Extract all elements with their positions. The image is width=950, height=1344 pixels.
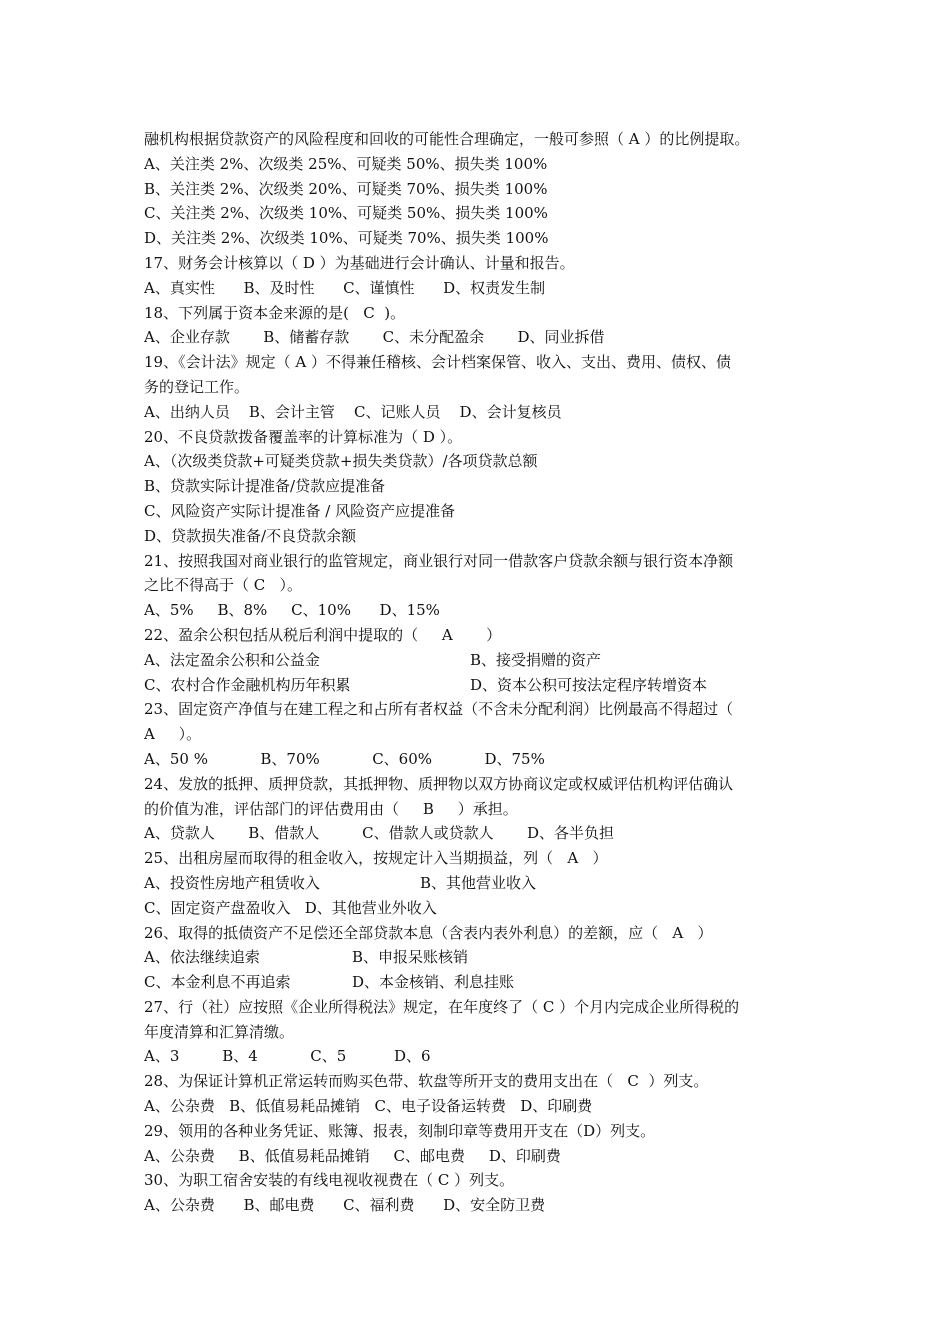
option-22-a: A、法定盈余公积和公益金 [144, 650, 320, 669]
options-19: A、出纳人员 B、会计主管 C、记账人员 D、会计复核员 [144, 402, 562, 421]
document-page [144, 127, 824, 1218]
options-30: A、公杂费 B、邮电费 C、福利费 D、安全防卫费 [144, 1196, 546, 1215]
text-line: D、关注类 2%、次级类 10%、可疑类 70%、损失类 100% [144, 229, 549, 248]
options-26-row1 [144, 945, 824, 970]
option-20-b: B、贷款实际计提准备/贷款应提准备 [144, 477, 386, 496]
option-22-b: B、接受捐赠的资产 [470, 650, 602, 669]
question-20: 20、不良贷款拨备覆盖率的计算标准为（ D ）。 [144, 427, 463, 446]
options-25-row2: C、固定资产盘盈收入 D、其他营业外收入 [144, 898, 437, 917]
options-25-row1 [144, 871, 824, 896]
question-25: 25、出租房屋而取得的租金收入，按规定计入当期损益，列（ A ） [144, 849, 608, 868]
text-line: A、关注类 2%、次级类 25%、可疑类 50%、损失类 100% [144, 154, 548, 173]
text-line: 融机构根据贷款资产的风险程度和回收的可能性合理确定，一般可参照（ A ）的比例提取。 [144, 130, 750, 148]
options-24: A、贷款人 B、借款人 C、借款人或贷款人 D、各半负担 [144, 824, 615, 843]
option-22-c: C、农村合作金融机构历年积累 [144, 675, 351, 694]
question-19-cont: 务的登记工作。 [144, 377, 250, 396]
question-24-cont: 的价值为准，评估部门的评估费用由（ B ）承担。 [144, 799, 518, 818]
option-26-c: C、本金利息不再追索 [144, 973, 291, 992]
option-25-a: A、投资性房地产租赁收入 [144, 873, 320, 892]
option-20-c: C、风险资产实际计提准备 / 风险资产应提准备 [144, 501, 456, 520]
question-28: 28、为保证计算机正常运转而购买色带、软盘等所开支的费用支出在（ C ）列支。 [144, 1072, 709, 1091]
question-23: 23、固定资产净值与在建工程之和占所有者权益（不含未分配利润）比例最高不得超过（ [144, 700, 734, 719]
text-line: B、关注类 2%、次级类 20%、可疑类 70%、损失类 100% [144, 179, 548, 198]
option-26-a: A、依法继续追索 [144, 948, 260, 967]
option-26-b: B、申报呆账核销 [352, 948, 469, 967]
question-22: 22、盈余公积包括从税后利润中提取的（ A ） [144, 625, 502, 644]
question-23-cont: A ）。 [144, 725, 202, 744]
options-26-row2 [144, 970, 824, 995]
question-26: 26、取得的抵债资产不足偿还全部贷款本息（含表内表外利息）的差额，应（ A ） [144, 923, 713, 942]
option-20-d: D、贷款损失准备/不良贷款余额 [144, 526, 357, 545]
options-23: A、50 % B、70% C、60% D、75% [144, 749, 545, 768]
question-19: 19、《会计法》规定（ A ）不得兼任稽核、会计档案保管、收入、支出、费用、债权、债 [144, 353, 731, 372]
question-30: 30、为职工宿舍安装的有线电视收视费在（ C ）列支。 [144, 1171, 515, 1190]
question-29: 29、领用的各种业务凭证、账簿、报表，刻制印章等费用开支在（D）列支。 [144, 1121, 656, 1140]
question-27-cont: 年度清算和汇算清缴。 [144, 1022, 295, 1041]
options-22-row1 [144, 648, 824, 673]
options-27: A、3 B、4 C、5 D、6 [144, 1047, 431, 1066]
question-27: 27、行（社）应按照《企业所得税法》规定，在年度终了（ C ）个月内完成企业所得税的 [144, 997, 740, 1016]
options-21: A、5% B、8% C、10% D、15% [144, 601, 440, 620]
options-29: A、公杂费 B、低值易耗品摊销 C、邮电费 D、印刷费 [144, 1146, 561, 1165]
options-22-row2 [144, 673, 824, 698]
options-17: A、真实性 B、及时性 C、谨慎性 D、权责发生制 [144, 278, 546, 297]
option-22-d: D、资本公积可按法定程序转增资本 [470, 675, 708, 694]
options-18: A、企业存款 B、储蓄存款 C、未分配盈余 D、同业拆借 [144, 328, 605, 347]
options-28: A、公杂费 B、低值易耗品摊销 C、电子设备运转费 D、印刷费 [144, 1097, 593, 1116]
question-17: 17、财务会计核算以（ D ）为基础进行会计确认、计量和报告。 [144, 253, 575, 272]
question-21-cont: 之比不得高于（ C ）。 [144, 576, 303, 595]
option-20-a: A、（次级类贷款+可疑类贷款+损失类贷款）/各项贷款总额 [144, 452, 538, 471]
option-26-d: D、本金核销、利息挂账 [352, 973, 515, 992]
question-18: 18、下列属于资本金来源的是( C )。 [144, 303, 406, 322]
option-25-b: B、其他营业收入 [420, 873, 537, 892]
text-line: C、关注类 2%、次级类 10%、可疑类 50%、损失类 100% [144, 204, 548, 223]
question-24: 24、发放的抵押、质押贷款，其抵押物、质押物以双方协商议定或权威评估机构评估确认 [144, 774, 734, 793]
question-21: 21、按照我国对商业银行的监管规定，商业银行对同一借款客户贷款余额与银行资本净额 [144, 551, 734, 570]
